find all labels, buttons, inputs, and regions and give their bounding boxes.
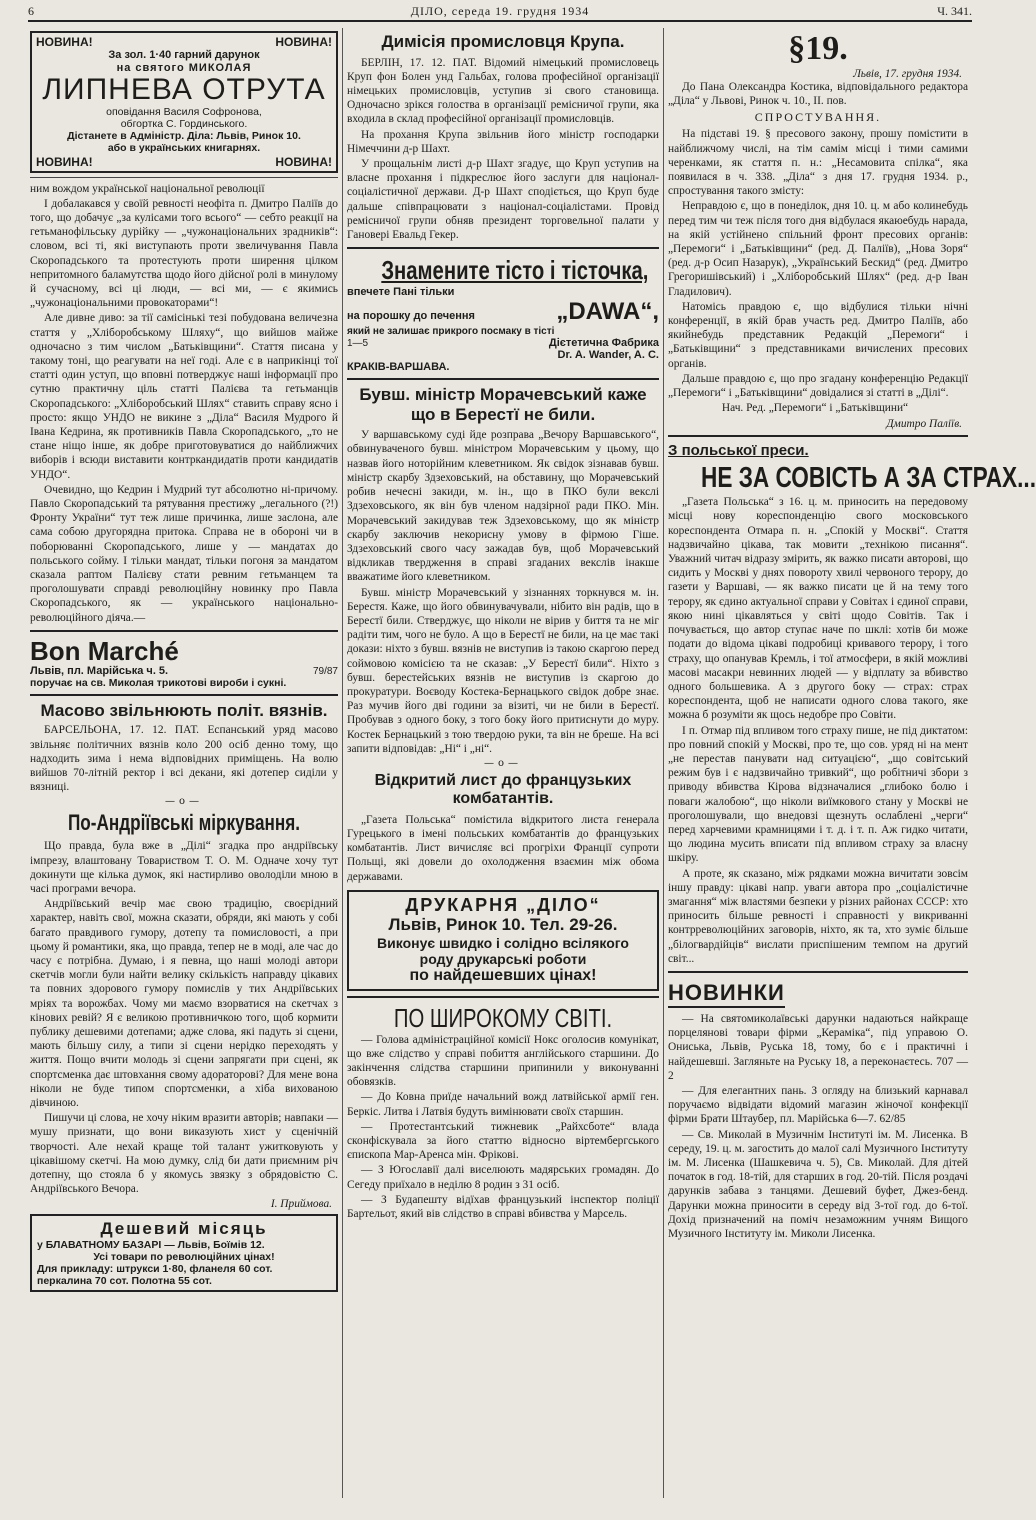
ad-line: по найдешевших цінах! bbox=[409, 967, 597, 985]
ad-book-title: ЛИПНЕВА ОТРУТА bbox=[42, 73, 326, 107]
ad-line: на порошку до печення bbox=[347, 310, 475, 323]
paragraph: Дальше правдою є, що про згадану конференцію Редакції „Перемоги“ і „Батьківщини“ довідалися зі статті в „Ділі“. bbox=[668, 372, 968, 400]
paragraph: У варшавському суді йде розправа „Вечору Варшавського“, обвинуваченого бувш. міністром Морачевським у цьому, що назвав його нотоpійним клеветником. Як свідок зізнавав бувш. міністр скарбу Здзеховський, на обставину, що Морачевський робив нечесні закиди, м. ін., що в ПКО були векслі Здзеховського, як він був членом надзірної ради ПКО. Мін. Морачевський закидував теж Здзеховському, що як міністр скарбу заключив некорисну умову в фірмою Гіше. Здзеховський свого часу зажадав був, щоб Морачевський відкликав твердження в справі згаданих векслів інакше вважатиме його клеветником. bbox=[347, 429, 659, 584]
ad-maker-2: Dr. A. Wander, A. C. bbox=[557, 349, 659, 362]
subheading: СПРОСТУВАННЯ. bbox=[754, 110, 882, 125]
paragraph: — З Югославії далі виселюють мадярських громадян. До Сегеду приїхало в неділю 8 родин з 31 осіб. bbox=[347, 1164, 659, 1191]
ad-line: Усі товари по революційних цінах! bbox=[93, 1251, 275, 1264]
paragraph: — Для елегантних пань. З огляду на близький карнавал поручаємо відвідати відомий магазин жіночої конфекції фірми Брати Штаубер, пл. Марійська 6—7. 62/85 bbox=[668, 1084, 968, 1126]
ad-dawa-brand: „DAWA“, bbox=[556, 298, 659, 326]
issue-number: Ч. 341. bbox=[937, 4, 972, 18]
signature: І. Приймова. bbox=[270, 1198, 332, 1211]
ad-line: Для прикладу: штрукси 1·80, фланеля 60 сот. bbox=[37, 1263, 273, 1276]
section-kicker: З польської преси. bbox=[668, 442, 809, 460]
paragraph: І добалакався у своїй ревності неофіта п. Дмитро Паліїв до того, що добачує „за кулісами того всього“ — себто реакції на гетьманофільську дурійку — „чужонаціональних зрадників“: словом, всі ті, які виступають проти звеличування Павла Скоропадського та протестують проти ширення цілком непритомного баламутства щодо його дійсної ролі в минулому й сучасному, всі ці люди, — всі ми, — є якимись „чужонаціональними провокаторами“! bbox=[30, 197, 338, 310]
paragraph: А проте, як сказано, між рядками можна вичитати зовсім іншу правду: цікаві напр. уваги автора про „соціалістичне змагання“ між властями безпеки у різних районах СССР: хто приносить більше ревності і справності у викриванні контрреволюційних заговорів, ніхто, як та, хто зуміє більше „білогвардійців“ вислати приспішеним темпом на другий світ... bbox=[668, 867, 968, 965]
ad-flag-left: НОВИНА! bbox=[36, 154, 93, 169]
paragraph: БАРСЕЛЬОНА, 17. 12. ПАТ. Еспанський уряд масово звільняє політичних вязнів коло 200 осіб денно тому, що надходить зима і нема відповідних приміщень. На волю вийшов 70-літній ректор і всі декани, які дотепер сиділи у вязниці. bbox=[30, 724, 338, 794]
paragraph: Але дивне диво: за тії самісінькі тезі побудована величезна стаття у „Хліборобському Шляху“, що вийшов майже одночасно з тим числом „Батьківщини“. Стаття писана у такому тоні, що реагувати на неї годі. Але є в наприкінці тої статті один уступ, що вповні потверджує наші інформації про сутню практичну ціль статті Палієва та гетьманців Скоропадського: „Хліборобський Шлях“ ставить справу ясно і просто: якщо УНДО не викине з „Діла“ Василя Мудрого й Івана Кедрина, як противників Павла Скоропадського, „то не стане ніщо інше, як добре приготовуватися до найближчих виборів і всюди виставити контркандидатів проти кандидатів УНДО“. bbox=[30, 312, 338, 481]
paragraph: До Пана Олександра Костика, відповідального редактора „Діла“ у Львові, Ринок ч. 10., II. пов. bbox=[668, 81, 968, 108]
separator: —о— bbox=[483, 757, 523, 769]
masthead-date: ДІЛО, середа 19. грудня 1934 bbox=[410, 4, 590, 18]
ad-bon-address: Львів, пл. Марійська ч. 5. bbox=[30, 664, 169, 677]
paragraph: — Св. Миколай в Музичнім Інституті ім. М. Лисенка. В середу, 19. ц. м. загостить до малої салі Музичного Інституту ім. М. Лисенка (Шашкевича ч. 5), Св. Миколай. Для дітей початок в год. 18-тій, для старших в год. 20-тій. Після роздачі дарунків забава з танцями. Дешевий буфет, Джез-бенд. Дарунки можна приносити в середу від 3-тої год. до 6-тої. Дохід призначений на поміч незаможним учням Вищого Музичного Інституту ім. Миколи Лисенка. bbox=[668, 1128, 968, 1241]
column-2 bbox=[347, 28, 659, 1498]
ad-dawa bbox=[347, 254, 659, 373]
paragraph: ним вождом української національної революції bbox=[30, 182, 265, 195]
article-title: ПО ШИРОКОМУ СВІТІ. bbox=[393, 1002, 613, 1033]
ad-code: 1—5 bbox=[347, 338, 369, 350]
ad-dawa-title: Знамените тісто і тісточка, bbox=[381, 255, 649, 286]
paragraph: Очевидно, що Кедрин і Мудрий тут абсолютно ні-причому. Павло Скоропадський та рятування престижу „легального (?!) Фронту України“ тут теж лише причинка, лише заслона, але сама собою другорядна притока. Справа не в обороні чи в поборюванні Скоропадського, лише у — мандатах до польського сойму. І тільки мандат, тільки погоня за мандатом сказала раптом Палієву стати ревним гетьманцем та проголошувати справді революційну новинку про Павла Скоропадського, як — українського національно-революційного діяча.— bbox=[30, 483, 338, 624]
rule bbox=[668, 971, 968, 973]
paragraph: „Газета Польська“ з 16. ц. м. приносить на передовому місці нову кореспонденцію свого московського кореспондента Отмара п. н. „Спокій у Москві“. Стаття надзвичайно цікава, так мовити „технікою писання“. Уважний читач відразу змірить, як важко писати авторові, що сидить у Москві у днях повороту хвилі червоного терору, до газети у Варшаві, — як важко писати це й на тему того терору, як єдино актуальної справи у Совітах і єдиної справи, якою нині цікавляться у світі щодо Совітів. Так і почувається, що автор ступає наче по шклі: хотів би може подати до відома цікаві подробиці кривавого терору, і того страху, що опанував Кремль, і тої атмосфери, в якій можливі масові масакри невинних людей — у відплату за вбивство одного большевика. А з другого боку — страх: страх кореспондента, щоб не написати одного слова такого, яке можна б розуміти як щось недобре про Совіти. bbox=[668, 496, 968, 722]
ad-line: у БЛАВАТНОМУ БАЗАРІ — Львів, Боїмів 12. bbox=[37, 1239, 265, 1252]
rule bbox=[30, 694, 338, 696]
article-title: Масово звільнюють політ. вязнів. bbox=[40, 700, 328, 720]
rule bbox=[30, 630, 338, 632]
ad-line: Виконує швидко і солідно всілякого bbox=[377, 934, 629, 951]
column-divider bbox=[342, 28, 343, 1498]
paragraph: Що правда, була вже в „Ділі“ згадка про андріївську імпрезу, влаштовану Товариством Т. О. М. Одначе хочу тут докинути ще кілька думок, які настирливо оволоділи мною в часі програми вечора. bbox=[30, 840, 338, 895]
ad-cover: обгортка С. Гординського. bbox=[120, 118, 248, 131]
ad-line: на святого МИКОЛАЯ bbox=[116, 61, 252, 74]
rule bbox=[347, 378, 659, 380]
ad-city: КРАКІВ-ВАРШАВА. bbox=[347, 361, 450, 374]
rule bbox=[30, 177, 338, 178]
paragraph: Бувш. міністр Морачевський у зізнаннях торкнувся м. ін. Берестя. Каже, що його обвинувачували, нібито він радів, що в Берестї били. Стверджує, що ніколи не вірив у биття та не міг радіти тим, чого не було. А що в Берестї не били, на це має такі докази: ніхто з бувш. вязнів не виступив із такою скаргою перед соймовою комісією та не сказав: „У Берестї били“. Ніхто з бувш. берестейських вязнів не виступив із скаргою до прокуратури. Воєводу Костека-Бернацького свідок добре знає. Раз мучив його дві години за візиті, чи не били в Берестї. Пробував з одного боку, з того боку його притиснути до муру. Костек Бернацький з тою твердою руки, та він не бреше. На всі запити відповідав: „Ні“ і „ні“. bbox=[347, 586, 659, 755]
column-3 bbox=[668, 28, 1036, 1498]
ad-title: Дешевий місяць bbox=[100, 1219, 268, 1239]
ad-flag-right: НОВИНА! bbox=[275, 35, 332, 49]
paragraph: — Голова адміністраційної комісії Нокс оголосив комунікат, що вже слідство у справі побиття англійського старшини. До закінчення слідства старшини припинили у виконуванні обовязків. bbox=[347, 1033, 659, 1089]
article-title: Димісія промисловця Крупа. bbox=[381, 32, 625, 51]
ad-flag-left: НОВИНА! bbox=[36, 35, 93, 49]
page-number: 6 bbox=[28, 4, 34, 18]
ad-lypneva-otruta bbox=[30, 31, 338, 173]
ad-line: який не залишає прикрого посмаку в тісті bbox=[347, 326, 555, 338]
paragraph: На прохання Крупа звільнив його міністр господарки Німеччини д-р Шахт. bbox=[347, 128, 659, 155]
ad-flag-right: НОВИНА! bbox=[275, 154, 332, 169]
paragraph: На підставі 19. § пресового закону, прошу помістити в найближчому числі, на тім самім місці і тими самими черенками, як стаття п. н.: „Несамовита спілка“, яка появилася в ч. 338. „Діла“ з дня 17. грудня 1934. р., спростування такого змісту: bbox=[668, 128, 968, 198]
ad-line: роду друкарські роботи bbox=[419, 951, 587, 968]
ad-bon-text: поручає на св. Миколая трикотові вироби і сукні. bbox=[30, 676, 287, 689]
separator: —о— bbox=[164, 796, 204, 808]
article-title: НЕ ЗА СОВІСТЬ А ЗА СТРАХ... bbox=[701, 462, 1036, 495]
article-title: §19. bbox=[788, 30, 848, 67]
paragraph: У прощальнім листі д-р Шахт згадує, що Круп уступив на власне прохання і підкреслює його заслуги для націонал-соціалістичної держави. Д-р Шахт сподіється, що Круп буде дальше співпрацювати з націонал-соціалістами. Провід ремісничої групи обняв президент торговельної палати у Гановері Евальд Гекер. bbox=[347, 157, 659, 241]
article-title: По-Андріївські міркування. bbox=[67, 810, 301, 836]
ad-bon-marche bbox=[30, 637, 338, 689]
signature: Дмитро Паліїв. bbox=[886, 418, 962, 431]
article-title: Бувш. міністр Морачевський каже що в Берестї не били. bbox=[359, 385, 647, 424]
ad-line: впечете Пані тільки bbox=[347, 286, 455, 299]
letter-date: Львів, 17. грудня 1934. bbox=[853, 68, 962, 80]
signature: Нач. Ред. „Перемоги“ і „Батьківщини“ bbox=[721, 402, 909, 415]
ad-author: оповідання Василя Софронова, bbox=[106, 106, 262, 119]
ad-line: перкалина 70 сот. Полотна 55 сот. bbox=[37, 1275, 212, 1288]
paragraph: — До Ковна приїде начальний вожд латвійської армії ген. Беркіс. Литва і Латвія будуть вимінювати своїх старшин. bbox=[347, 1091, 659, 1118]
paragraph: Пишучи ці слова, не хочу ніким вразити авторів; навпаки — мушу признати, що вони виказують хист у сценічній творчості. Але нехай краще той талант ужитковують у цікавішому скетчі. На мою думку, слід би дати приємним річ дотепну, що стояла б у якомусь звязку з обрядовістю С. Андріївського Вечора. bbox=[30, 1112, 338, 1196]
section-title: НОВИНКИ bbox=[668, 980, 785, 1008]
paragraph: Андріївський вечір має свою традицію, своєрідний характер, навіть свої, можна сказати, обряди, які мають у собі багато правдивого гумору, дотепу та помисловості, а при цьому й романтики, яка, що правда, тепер не в моді, але час до часу є потрібна. Думаю, і я певна, що наші молоді автори скетчів могли були найти велику скількість направду цікавих та повних здорового гумору помислів у тих Андріївських мріях та ворожбах. Чому ми маємо взорватися на скетчах з кінових ревій? Я є великою противничкою того, щоб кормити публику дешевими дотепами; адже слова, які падуть зі сцени, мають більшу силу, а типи зі сцени нерідко переходять у життя. Пощо вчити молодь зі сцени запрягати при сцені, як спортсменка дає штовхання свому адораторові? Для мене вона ніколи не буде типом спортсменки, а хіба вихованою дівчиною. bbox=[30, 898, 338, 1110]
paragraph: — На святомиколаївські дарунки надаються найкраще порцелянові товари фірми „Кераміка“, під управою О. Ониська, Львів, Руська 18, тому, бо є і практичні і найдешевші. Загляньте на Руську 18, а переконаєтесь. 707 — 2 bbox=[668, 1012, 968, 1082]
ad-drukarnia bbox=[347, 890, 659, 991]
ad-line: Дістанете в Адміністр. Діла: Львів, Ринок 10. bbox=[67, 130, 301, 143]
paragraph: Неправдою є, що в понеділок, дня 10. ц. м або колинебудь перед тим чи теж після того дня відбулася якаюебудь нарада, на якій устійнено спільний фронт пресових органів: „Перемоги“ і „Батьківщини“ (ред. Д. Паліїв), „Нова Зоря“ (ред. д-р Осип Назарук), „Український Бескид“ (ред. Дмитро Грегоришівський) і „Хліборобський Шлях“ (ред. д-р Іван Гладилович). bbox=[668, 200, 968, 298]
ad-line: За зол. 1·40 гарний дарунок bbox=[108, 49, 260, 61]
paragraph: — З Будапешту відїхав французький інспектор поліції Бартельот, який вів слідство в справі вбивства у Марсель. bbox=[347, 1193, 659, 1220]
paragraph: БЕРЛІН, 17. 12. ПАТ. Відомий німецький промисловець Круп фон Болен унд Гальбах, голова професійної організації німецьких промисловців, уступив зі свого становища. Одночасно зрікся голоства в організації ремісничої групи, яка входила в склад професійної організації промисловців. bbox=[347, 56, 659, 126]
page-header bbox=[28, 4, 972, 22]
rule bbox=[347, 247, 659, 249]
ad-bon-title: Bon Marché bbox=[30, 635, 179, 666]
column-1 bbox=[30, 28, 338, 1498]
paragraph: Натомісь правдою є, що відбулися тільки нічні конференції, в якій брав участь ред. Дмитро Паліїв, або якийнебудь представник Редакцій „Перемоги“ і „Батьківщини“ з представниками вичислених пресових органів. bbox=[668, 300, 968, 370]
ad-address: Львів, Ринок 10. Тел. 29-26. bbox=[388, 915, 618, 935]
article-title: Відкритий лист до французьких комбатантів. bbox=[374, 771, 632, 808]
paragraph: І п. Отмар під впливом того страху пише, не під диктатом: про повний спокій у Москві, про те, що сов. уряд ні на мент „не перестав панувати над ситуацією“, „що совітський режим був і є надзвичайно тривкий“, що робітничі збори з приводу вбивства Кірова відзначалися „глибоко болю і поваги жалобою“, що ніколи виїмкового стану у Москві не проголошували, що внедовзі щезнуть ослаблені „черги“ перед харчевими крамницями і т. д. і т. п. Аж гидко читати, що людина мусить вписати під впливом страху за власну шкіру. bbox=[668, 724, 968, 865]
rule bbox=[347, 996, 659, 998]
ad-line: або в українських книгарнях. bbox=[107, 142, 261, 155]
ad-title: ДРУКАРНЯ „ДІЛО“ bbox=[405, 894, 601, 915]
ad-maker: Дієтетична Фабрика bbox=[548, 337, 659, 350]
paragraph: — Протестантський тижневик „Райхсботе“ влада сконфіскувала за його статтю відносно віртембергського єпископа Мар-Аренса мін. Фрікові. bbox=[347, 1120, 659, 1162]
column-divider bbox=[663, 28, 664, 1498]
ad-deshevyi-misiats bbox=[30, 1214, 338, 1292]
ad-code: 79/87 bbox=[312, 665, 338, 677]
rule bbox=[668, 435, 968, 437]
paragraph: „Газета Польська“ помістила відкритого листа генерала Гурецького в імені польських комбатантів до французьких комбатантів. Лист вичисляє всі прогріхи Франції супроти Польщі, які довели до охолодження взаємин між обома державами. bbox=[347, 813, 659, 883]
